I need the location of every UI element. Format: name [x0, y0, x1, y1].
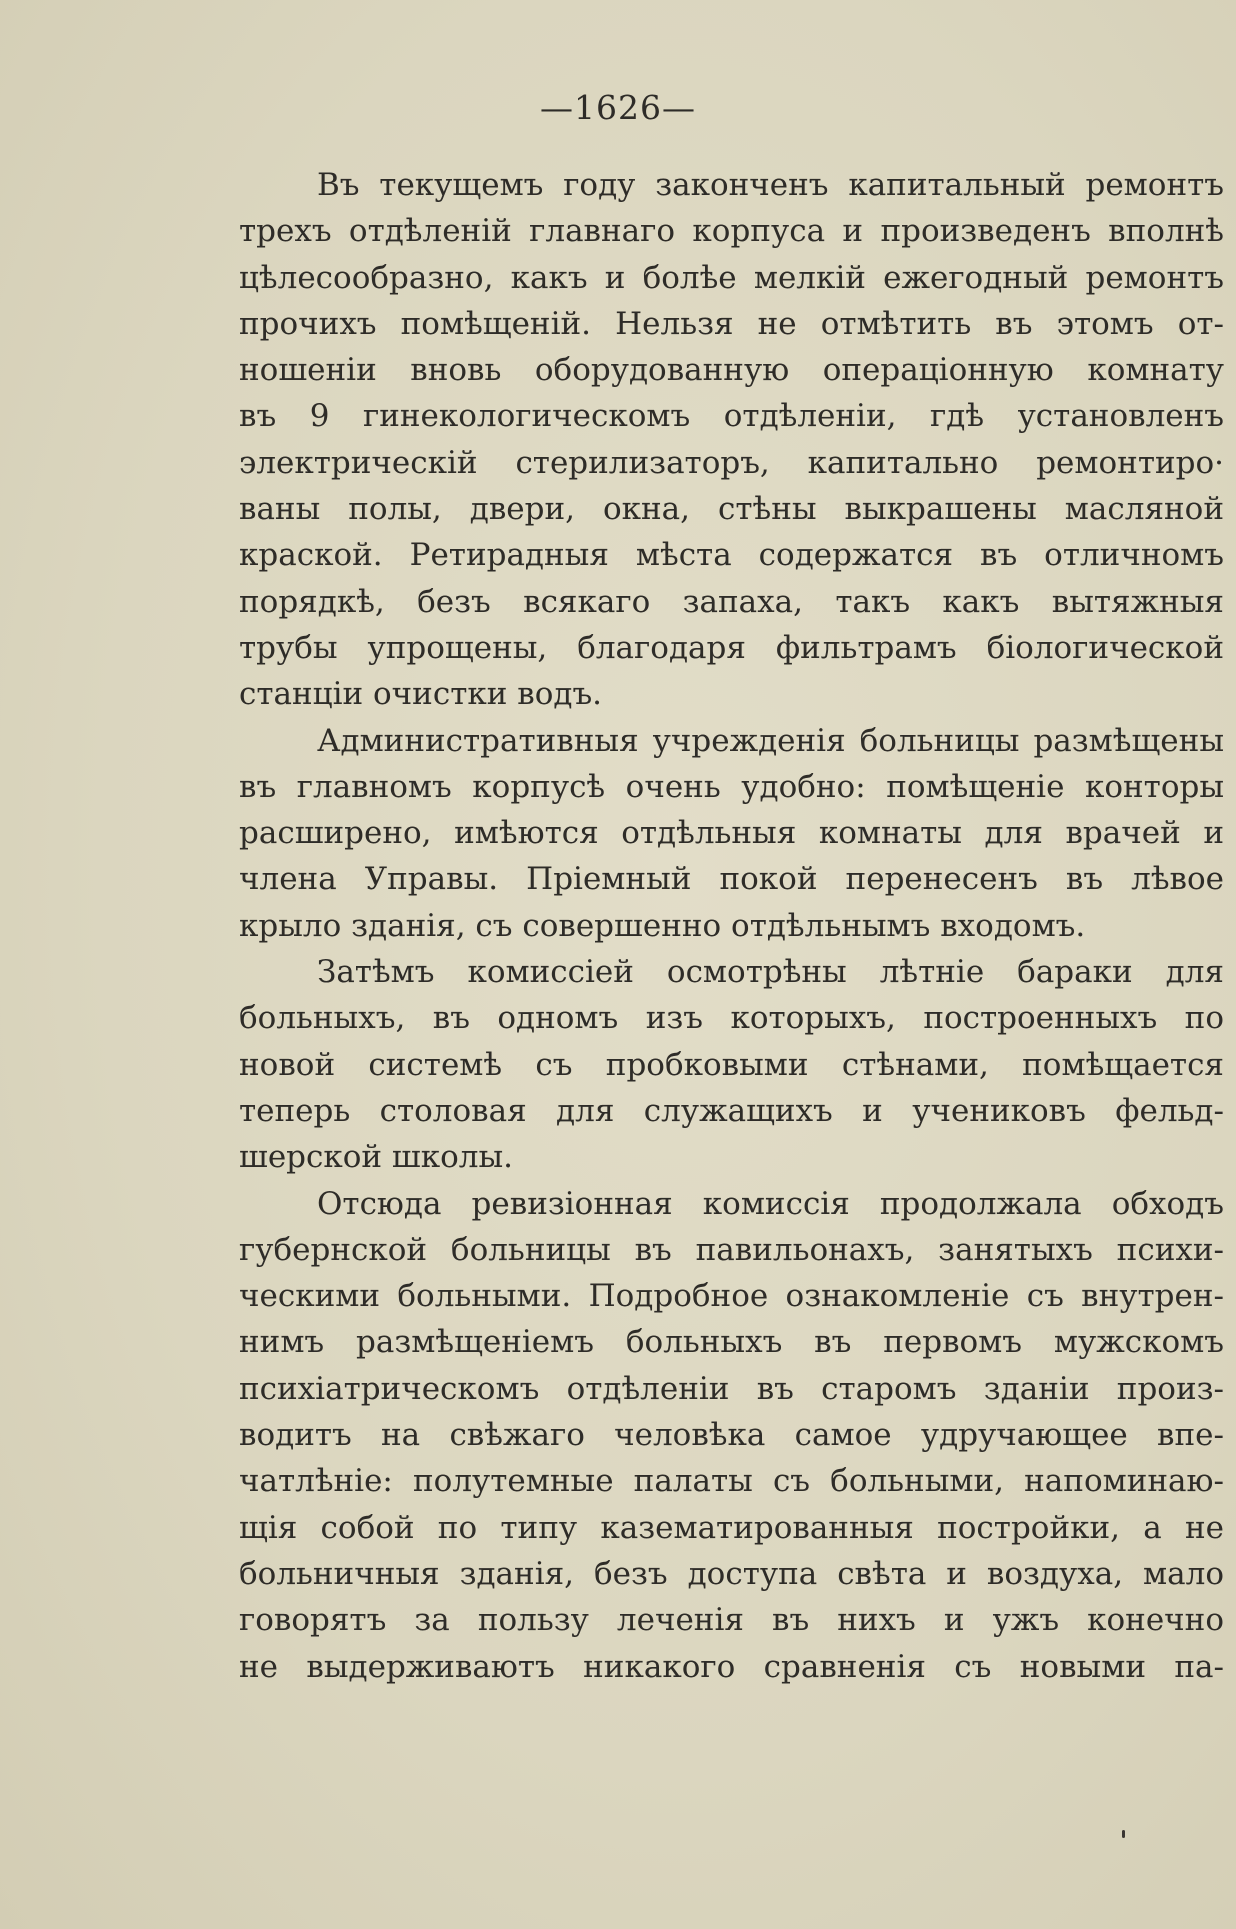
text-line: цѣлесообразно, какъ и болѣе мелкій ежегодный ремонтъ [239, 259, 1224, 296]
text-line: электрическій стерилизаторъ, капитально ремонтиро· [239, 444, 1224, 481]
text-line: больныхъ, въ одномъ изъ которыхъ, построенныхъ по [239, 1000, 1224, 1037]
text-line: въ 9 гинекологическомъ отдѣленіи, гдѣ установленъ [239, 398, 1224, 435]
paragraph-summer-barracks [239, 949, 1224, 1180]
text-line: члена Управы. Пріемный покой перенесенъ въ лѣвое [239, 861, 1224, 898]
text-line: психіатрическомъ отдѣленіи въ старомъ зданіи произ- [239, 1370, 1224, 1407]
text-line: трехъ отдѣленій главнаго корпуса и произведенъ вполнѣ [239, 213, 1224, 250]
text-line: чатлѣніе: полутемные палаты съ больными, напоминаю- [239, 1463, 1224, 1500]
text-line: не выдерживаютъ никакого сравненія съ новыми па- [239, 1648, 1224, 1685]
text-line: водитъ на свѣжаго человѣка самое удручающее впе- [239, 1417, 1224, 1454]
text-line: новой системѣ съ пробковыми стѣнами, помѣщается [239, 1046, 1224, 1083]
text-line: станціи очистки водъ. [239, 676, 603, 713]
text-line: трубы упрощены, благодаря фильтрамъ біологической [239, 629, 1224, 666]
text-line: шерской школы. [239, 1139, 514, 1176]
text-line: расширено, имѣются отдѣльныя комнаты для врачей и [239, 815, 1224, 852]
text-line: крыло зданія, съ совершенно отдѣльнымъ входомъ. [239, 907, 1086, 944]
text-line: краской. Ретирадныя мѣста содержатся въ отличномъ [239, 537, 1224, 574]
text-line: Административныя учрежденія больницы размѣщены [317, 722, 1224, 759]
body-text [239, 162, 1224, 1690]
text-line: Отсюда ревизіонная комиссія продолжала обходъ [317, 1185, 1224, 1222]
text-line: прочихъ помѣщеній. Нельзя не отмѣтить въ этомъ от- [239, 305, 1224, 342]
text-line: говорятъ за пользу леченія въ нихъ и ужъ конечно [239, 1602, 1224, 1639]
text-line: ваны полы, двери, окна, стѣны выкрашены масляной [239, 491, 1224, 528]
paragraph-capital-repair [239, 162, 1224, 718]
paragraph-psychiatric-pavilions [239, 1181, 1224, 1690]
text-line: въ главномъ корпусѣ очень удобно: помѣщеніе конторы [239, 768, 1224, 805]
text-line: Въ текущемъ году законченъ капитальный ремонтъ [317, 167, 1224, 203]
text-line: губернской больницы въ павильонахъ, занятыхъ психи- [239, 1231, 1224, 1268]
text-line: Затѣмъ комиссіей осмотрѣны лѣтніе бараки для [317, 954, 1224, 991]
ink-speck [1122, 1830, 1125, 1838]
text-line: щія собой по типу казематированныя постройки, а не [239, 1509, 1224, 1546]
page-number: —1626— [540, 88, 696, 127]
text-line: нимъ размѣщеніемъ больныхъ въ первомъ мужскомъ [239, 1324, 1224, 1361]
text-line: порядкѣ, безъ всякаго запаха, такъ какъ вытяжныя [239, 583, 1224, 620]
paragraph-administrative [239, 718, 1224, 949]
text-line: больничныя зданія, безъ доступа свѣта и воздуха, мало [239, 1555, 1224, 1592]
text-line: ношеніи вновь оборудованную операціонную комнату [239, 352, 1224, 389]
text-line: ческими больными. Подробное ознакомленіе съ внутрен- [239, 1278, 1224, 1315]
text-line: теперь столовая для служащихъ и учениковъ фельд- [239, 1092, 1224, 1129]
